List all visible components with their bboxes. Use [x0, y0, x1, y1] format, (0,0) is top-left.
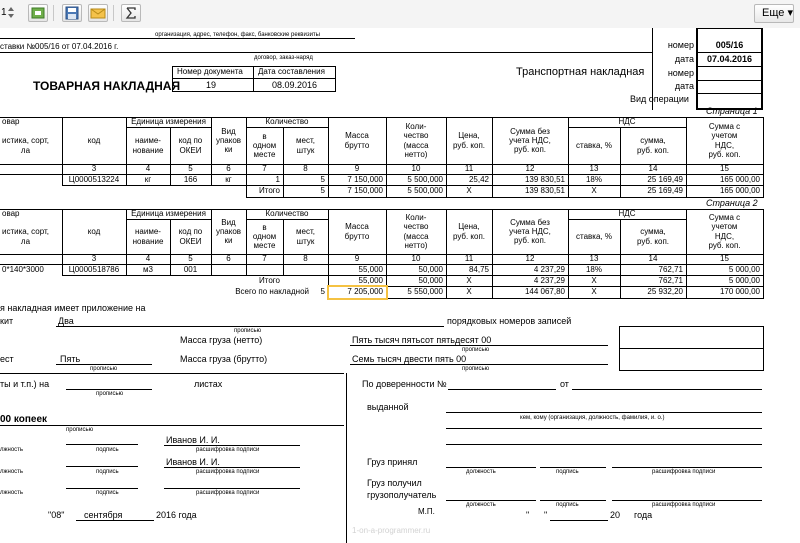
- col-unit-group: Единица измерения: [131, 117, 206, 127]
- gruz-poluchil-label: Груз получил: [367, 478, 422, 488]
- itogo-price: X: [466, 186, 472, 196]
- page1-label: Страница 1: [706, 106, 758, 116]
- toolbar: [0, 0, 800, 29]
- col-unit-okei: код по ОКЕИ: [178, 136, 203, 155]
- colnum: 15: [720, 164, 729, 174]
- kopeek-text: 00 копеек: [0, 414, 48, 425]
- section-vertical-divider: [346, 373, 347, 543]
- page-spinner[interactable]: [8, 7, 14, 19]
- colnum: 12: [525, 254, 535, 264]
- kit-text: кит: [0, 316, 14, 326]
- kem-caption: кем, кому (организация, должность, фамилия, и. о.): [520, 415, 665, 421]
- col-tovar-sub: истика, сорт, ла: [2, 136, 49, 155]
- date-month: сентября: [84, 510, 123, 520]
- vsego-rate: X: [591, 287, 597, 297]
- listah-text: листах: [194, 379, 223, 389]
- colnum: 14: [648, 164, 658, 174]
- page-setup-button[interactable]: [28, 4, 48, 22]
- col-qty-places: мест, штук: [296, 136, 315, 155]
- sum-button[interactable]: [121, 4, 141, 22]
- colnum: 13: [589, 254, 599, 264]
- podp-caption: подпись: [556, 502, 579, 508]
- colnum: 11: [464, 164, 474, 174]
- col-qty-group: Количество: [265, 209, 309, 219]
- rasshifr-caption: расшифровка подписи: [196, 490, 260, 496]
- colnum: 9: [354, 164, 360, 174]
- po-doverennosti-field[interactable]: [448, 389, 556, 390]
- propis-caption: прописью: [462, 366, 490, 372]
- colnum: 4: [145, 164, 151, 174]
- cell-mass: 7 150,000: [347, 174, 383, 184]
- cell-sum: 4 237,29: [533, 264, 565, 274]
- colnum: 7: [262, 254, 267, 264]
- vsego-vat: 25 932,20: [647, 287, 683, 297]
- col-vat-group: НДС: [618, 209, 636, 219]
- cell-unit: м3: [143, 264, 153, 274]
- rasshifr-caption: расшифровка подписи: [196, 447, 260, 453]
- dolzh-caption: должность: [466, 469, 496, 475]
- propis-caption: прописью: [90, 366, 118, 372]
- colnum: 5: [188, 164, 193, 174]
- col-qty-netto: Коли- чество (масса нетто): [403, 122, 429, 159]
- col-kod-header: код: [87, 226, 101, 236]
- cell-unit: кг: [144, 174, 152, 184]
- itogo-mass: 55,000: [358, 275, 383, 285]
- col-vat-group: НДС: [618, 117, 636, 127]
- cell-price: 84,75: [468, 264, 489, 274]
- itogo-total: 165 000,00: [719, 186, 760, 196]
- rasshifr-caption: расшифровка подписи: [652, 469, 716, 475]
- dolzh-caption: лжность: [0, 447, 24, 453]
- massa-netto-label: Масса груза (нетто): [180, 335, 263, 345]
- colnum: 14: [648, 254, 658, 264]
- dolzh-caption: лжность: [0, 490, 24, 496]
- podp-caption: подпись: [556, 469, 579, 475]
- itogo-netto: 5 500,000: [407, 186, 443, 196]
- colnum: 6: [226, 254, 231, 264]
- mp-label: М.П.: [418, 507, 435, 516]
- basis-text: ставки №005/16 от 07.04.2016 г.: [0, 42, 119, 51]
- col-qty-places: мест, штук: [296, 227, 315, 246]
- vsego-netto: 5 550,000: [407, 287, 443, 297]
- more-button[interactable]: Еще ▾: [754, 4, 794, 23]
- rasshifr-caption: расшифровка подписи: [196, 469, 260, 475]
- dolzh-caption: лжность: [0, 469, 24, 475]
- goda-label: года: [634, 510, 653, 520]
- gruz-prinyal-label: Груз принял: [367, 457, 418, 467]
- col-qty-one: в одном месте: [252, 131, 277, 160]
- col-unit-name: наиме- нование: [132, 227, 164, 246]
- watermark: 1-on-a-programmer.ru: [352, 526, 431, 535]
- col-sum-with-vat: Сумма с учетом НДС, руб. коп.: [708, 122, 741, 159]
- po-doverennosti-label: По доверенности №: [362, 379, 447, 389]
- vsego-total: 170 000,00: [719, 287, 760, 297]
- quote-close: ": [544, 510, 548, 520]
- rasshifr-caption: расшифровка подписи: [652, 502, 716, 508]
- cell-netto: 50,000: [418, 264, 443, 274]
- table-page1: [0, 117, 764, 199]
- itogo-label: Итого: [259, 186, 280, 196]
- doc-date: 08.09.2016: [272, 80, 318, 90]
- itogo-vat: 762,71: [658, 275, 683, 285]
- itogo-total: 5 000,00: [728, 275, 760, 285]
- cell-name: 0*140*3000: [2, 264, 44, 274]
- col-vat-sum: сумма, руб. коп.: [636, 136, 670, 155]
- vsego-sum: 144 067,80: [524, 287, 565, 297]
- col-unit-okei: код по ОКЕИ: [178, 227, 203, 246]
- cell-sum: 139 830,51: [524, 174, 565, 184]
- mest-text: ест: [0, 354, 14, 364]
- transport-label: Транспортная накладная: [516, 66, 645, 78]
- vydannoy-label: выданной: [367, 402, 409, 412]
- cell-places: 5: [320, 174, 325, 184]
- cell-okei: 166: [183, 174, 198, 184]
- colnum: 11: [464, 254, 474, 264]
- date-year: 2016 года: [156, 510, 197, 520]
- propis-caption: прописью: [66, 427, 94, 433]
- massa-netto-value: Пять тысяч пятьсот пятьдесят 00: [352, 335, 492, 345]
- col-mass-brutto: Масса брутто: [344, 131, 370, 150]
- document: [0, 28, 800, 542]
- save-button[interactable]: [62, 4, 82, 22]
- itogo-mass: 7 150,000: [347, 186, 383, 196]
- massa-brutto-label: Масса груза (брутто): [180, 354, 268, 364]
- itogo-rate: X: [591, 275, 597, 285]
- dolzh-caption: должность: [466, 502, 496, 508]
- vsego-price: X: [466, 287, 472, 297]
- colnum: 13: [589, 164, 599, 174]
- col-vid-upak: Вид упаков ки: [215, 217, 242, 246]
- selected-cell-highlight: [327, 285, 388, 300]
- pyat-text: Пять: [60, 354, 81, 364]
- colnum: 8: [303, 254, 308, 264]
- col-tovar-header: овар: [2, 209, 20, 219]
- year-20: 20: [610, 510, 621, 520]
- col-sum-no-vat: Сумма без учета НДС, руб. коп.: [509, 126, 551, 155]
- itogo-label: Итого: [259, 275, 280, 285]
- col-unit-name: наиме- нование: [132, 136, 164, 155]
- nomer2-label: номер: [667, 68, 694, 78]
- cell-total: 165 000,00: [719, 174, 760, 184]
- colnum: 4: [145, 254, 151, 264]
- col-mass-brutto: Масса брутто: [344, 222, 370, 241]
- col-tovar-header: овар: [2, 117, 20, 127]
- colnum: 10: [411, 164, 421, 174]
- col-vat-rate: ставка, %: [576, 231, 612, 241]
- col-qty-group: Количество: [265, 117, 309, 127]
- envelope-icon: [89, 5, 107, 21]
- col-price: Цена, руб. коп.: [452, 131, 486, 150]
- signatory-name: Иванов И. И.: [166, 435, 220, 445]
- page-number[interactable]: 1: [1, 7, 7, 18]
- itogo-vat: 25 169,49: [647, 186, 683, 196]
- data-value: 07.04.2016: [706, 54, 753, 64]
- ot-field[interactable]: [572, 389, 762, 390]
- nomer-value: 005/16: [715, 40, 744, 50]
- itogo-sum: 139 830,51: [524, 186, 565, 196]
- colnum: 6: [226, 164, 231, 174]
- podp-caption: подпись: [96, 469, 119, 475]
- propis-caption: прописью: [462, 347, 490, 353]
- gruzopoluchatel-label: грузополучатель: [367, 490, 437, 500]
- col-vat-rate: ставка, %: [576, 140, 612, 150]
- vsego-label: Всего по накладной: [235, 287, 309, 297]
- colnum: 3: [91, 254, 97, 264]
- page-setup-icon: [29, 5, 47, 21]
- table-page2: [0, 209, 764, 301]
- data-label: дата: [674, 54, 694, 64]
- vsego-mass[interactable]: 7 205,000: [347, 287, 383, 297]
- sigma-icon: [122, 5, 140, 21]
- podp-caption: подпись: [96, 447, 119, 453]
- prilozh-text: я накладная имеет приложение на: [0, 303, 146, 313]
- org-caption: организация, адрес, телефон, факс, банковские реквизиты: [155, 32, 320, 38]
- vid-operacii-label: Вид операции: [630, 94, 689, 104]
- vydannoy-field[interactable]: [446, 412, 762, 413]
- signatory-name: Иванов И. И.: [166, 457, 220, 467]
- col-qty-one: в одном месте: [252, 222, 277, 251]
- colnum: 15: [720, 254, 729, 264]
- cell-kod: Ц0000513224: [68, 174, 120, 184]
- doc-number: 19: [206, 80, 217, 90]
- colnum: 3: [91, 164, 97, 174]
- doc-number-label: Номер документа: [177, 67, 243, 76]
- send-email-button[interactable]: [88, 4, 108, 22]
- cell-qty-one: 1: [275, 174, 280, 184]
- itogo-rate: X: [591, 186, 597, 196]
- vsego-places: 5: [320, 287, 325, 297]
- propis-caption: прописью: [234, 328, 262, 334]
- colnum: 7: [262, 164, 267, 174]
- itogo-places: 5: [320, 186, 325, 196]
- cell-rate: 18%: [585, 264, 602, 274]
- section-divider: [0, 373, 344, 374]
- ot-label: от: [560, 379, 569, 389]
- colnum: 9: [354, 254, 360, 264]
- colnum: 10: [411, 254, 421, 264]
- quote-open: ": [526, 510, 530, 520]
- basis-caption: договор, заказ-наряд: [254, 55, 313, 61]
- dva-text: Два: [58, 316, 74, 326]
- col-kod-header: код: [87, 135, 101, 145]
- massa-brutto-value: Семь тысяч двести пять 00: [352, 354, 467, 364]
- colnum: 5: [188, 254, 193, 264]
- nomer-label: номер: [667, 40, 694, 50]
- itogo-netto: 50,000: [418, 275, 443, 285]
- colnum: 8: [303, 164, 308, 174]
- cell-rate: 18%: [585, 174, 602, 184]
- col-vid-upak: Вид упаков ки: [215, 126, 242, 155]
- cell-price: 25,42: [468, 174, 489, 184]
- itogo-sum: 4 237,29: [533, 275, 565, 285]
- data2-label: дата: [674, 81, 694, 91]
- cell-netto: 5 500,000: [407, 174, 443, 184]
- col-sum-with-vat: Сумма с учетом НДС, руб. коп.: [708, 213, 741, 250]
- col-unit-group: Единица измерения: [131, 209, 206, 219]
- cell-okei: 001: [183, 264, 198, 274]
- save-icon: [63, 5, 81, 21]
- col-tovar-sub: истика, сорт, ла: [2, 227, 49, 246]
- cell-vat: 25 169,49: [647, 174, 683, 184]
- doc-date-label: Дата составления: [258, 67, 325, 76]
- itogo-price: X: [466, 275, 472, 285]
- cell-total: 5 000,00: [728, 264, 760, 274]
- colnum: 12: [525, 164, 535, 174]
- col-vat-sum: сумма, руб. коп.: [636, 227, 670, 246]
- col-sum-no-vat: Сумма без учета НДС, руб. коп.: [509, 217, 551, 246]
- doc-title: ТОВАРНАЯ НАКЛАДНАЯ: [33, 79, 181, 93]
- col-qty-netto: Коли- чество (масса нетто): [403, 213, 429, 250]
- ty-text: ты и т.п.) на: [0, 379, 50, 389]
- col-price: Цена, руб. коп.: [452, 222, 486, 241]
- date-day: "08": [48, 510, 65, 520]
- poryad-text: порядковых номеров записей: [447, 316, 572, 326]
- cell-vid: кг: [225, 174, 232, 184]
- cell-kod: Ц0000518786: [68, 264, 120, 274]
- podp-caption: подпись: [96, 490, 119, 496]
- propis-caption: прописью: [96, 391, 124, 397]
- cell-vat: 762,71: [658, 264, 683, 274]
- cell-mass: 55,000: [358, 264, 383, 274]
- page2-label: Страница 2: [706, 198, 758, 208]
